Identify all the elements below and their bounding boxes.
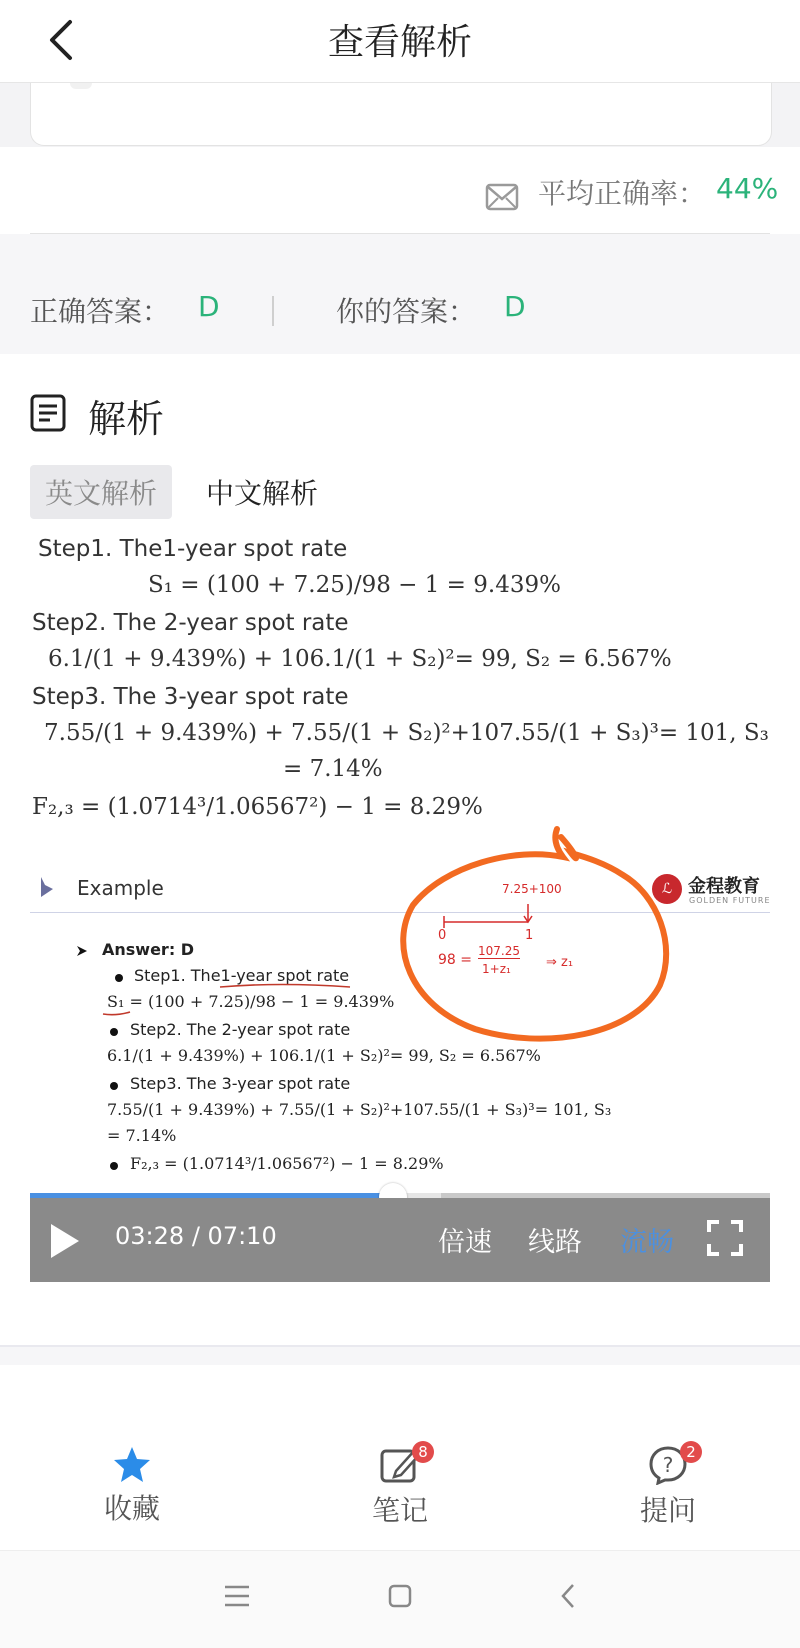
slide-forward-rate: F₂,₃ = (1.0714³/1.06567²) − 1 = 8.29% xyxy=(130,1154,444,1173)
correct-answer-value: D xyxy=(198,290,220,323)
slide-eq2: 6.1/(1 + 9.439%) + 106.1/(1 + S₂)²= 99, S₂ = 6.567% xyxy=(107,1046,541,1065)
slide-logo-icon xyxy=(38,875,56,899)
slide-bullet xyxy=(110,1028,118,1036)
slide-eq3: 7.55/(1 + 9.439%) + 7.55/(1 + S₂)²+107.55/(1 + S₃)³= 101, S₃ xyxy=(107,1100,612,1119)
avg-accuracy-value: 44% xyxy=(716,172,779,205)
slide-step3: Step3. The 3-year spot rate xyxy=(130,1074,351,1093)
slide-eq3-result: = 7.14% xyxy=(107,1126,177,1145)
slide-bullet xyxy=(110,1162,118,1170)
mail-icon[interactable] xyxy=(485,183,519,211)
star-icon xyxy=(112,1445,152,1483)
play-icon[interactable] xyxy=(48,1221,82,1261)
notes-count-badge: 8 xyxy=(412,1441,434,1463)
handwriting-arrow: ⇒ z₁ xyxy=(546,955,574,970)
handwriting-numerator: 107.25 xyxy=(478,944,520,958)
section-gap xyxy=(0,1347,800,1365)
tab-chinese-analysis[interactable]: 中文解析 xyxy=(206,477,319,510)
slide-heading: Example xyxy=(77,876,164,900)
handwriting-timeline xyxy=(440,900,550,930)
your-answer-value: D xyxy=(504,290,526,323)
notes-button[interactable] xyxy=(340,1445,460,1529)
brand-name: 金程教育 xyxy=(688,876,760,897)
question-card xyxy=(30,83,772,146)
fullscreen-icon[interactable] xyxy=(707,1220,743,1256)
ask-button[interactable] xyxy=(608,1445,728,1529)
svg-text:?: ? xyxy=(662,1453,674,1477)
speed-button[interactable]: 倍速 xyxy=(438,1227,492,1258)
correct-answer-label: 正确答案： xyxy=(30,295,171,328)
handwritten-annotation xyxy=(395,825,675,1055)
menu-icon[interactable] xyxy=(224,1585,250,1607)
analysis-title: 解析 xyxy=(88,397,165,441)
handwriting-one: 1 xyxy=(525,928,534,943)
avg-accuracy-label: 平均正确率： xyxy=(538,177,707,210)
route-button[interactable]: 线路 xyxy=(528,1227,582,1258)
solution-step1: Step1. The1-year spot rate xyxy=(38,536,348,562)
solution-step3: Step3. The 3-year spot rate xyxy=(32,684,349,710)
solution-eq1: S₁ = (100 + 7.25)/98 − 1 = 9.439% xyxy=(148,572,561,598)
home-icon[interactable] xyxy=(388,1584,412,1608)
favorite-button[interactable] xyxy=(72,1445,192,1527)
red-underline-annotation xyxy=(100,970,360,1020)
solution-forward-rate: F₂,₃ = (1.0714³/1.06567²) − 1 = 8.29% xyxy=(32,794,483,820)
brand-name-en: GOLDEN FUTURE xyxy=(689,896,771,905)
slide-step2: Step2. The 2-year spot rate xyxy=(130,1020,351,1039)
page-title: 查看解析 xyxy=(327,22,472,63)
solution-eq3-result: = 7.14% xyxy=(283,756,383,782)
handwriting-denominator: 1+z₁ xyxy=(482,962,511,976)
ask-label: 提问 xyxy=(639,1494,696,1527)
solution-eq3: 7.55/(1 + 9.439%) + 7.55/(1 + S₂)²+107.55/(1 + S₃)³= 101, S₃ xyxy=(44,720,769,746)
brand-logo-icon: ℒ xyxy=(652,874,682,904)
arrow-bullet-icon xyxy=(76,945,88,957)
ask-count-badge: 2 xyxy=(680,1441,702,1463)
handwriting-eq-left: 98 = xyxy=(438,952,472,968)
slide-bullet xyxy=(110,1082,118,1090)
answer-separator xyxy=(272,296,274,326)
time-separator: / xyxy=(191,1222,200,1250)
handwriting-zero: 0 xyxy=(438,928,447,943)
card-decoration xyxy=(70,83,92,89)
your-answer-label: 你的答案： xyxy=(336,295,477,328)
handwriting-top: 7.25+100 xyxy=(502,882,562,896)
back-nav-icon[interactable] xyxy=(560,1583,576,1609)
solution-step2: Step2. The 2-year spot rate xyxy=(32,610,349,636)
quality-button[interactable]: 流畅 xyxy=(620,1227,674,1258)
total-time: 07:10 xyxy=(207,1222,277,1250)
slide-answer: Answer: D xyxy=(102,940,195,959)
notes-label: 笔记 xyxy=(371,1494,428,1527)
playback-time xyxy=(115,1222,277,1250)
slide-eq1: S₁ = (100 + 7.25)/98 − 1 = 9.439% xyxy=(107,992,395,1011)
tab-english-analysis[interactable]: 英文解析 xyxy=(30,465,172,519)
slide-step1: Step1. The1-year spot rate xyxy=(134,966,350,985)
document-icon xyxy=(30,394,66,432)
solution-eq2: 6.1/(1 + 9.439%) + 106.1/(1 + S₂)²= 99, S₂ = 6.567% xyxy=(48,646,672,672)
favorite-label: 收藏 xyxy=(103,1492,160,1525)
current-time: 03:28 xyxy=(115,1222,185,1250)
